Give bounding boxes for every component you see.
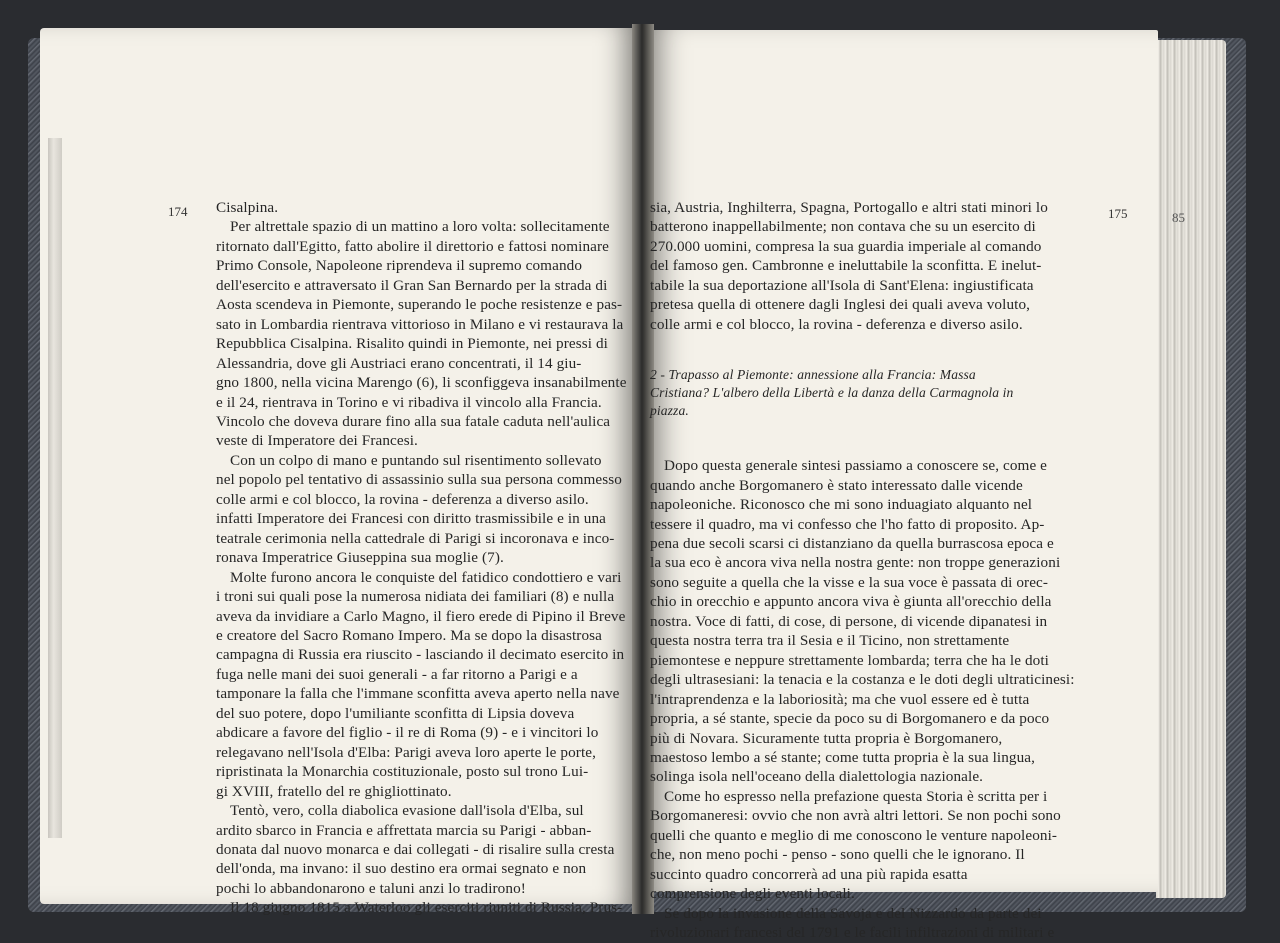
text-line: Tentò, vero, colla diabolica evasione dall'isola d'Elba, sul — [230, 802, 584, 820]
text-line: che, non meno pochi - penso - sono quelli che le ignorano. Il — [650, 846, 1025, 864]
heading-line: Cristiana? L'albero della Libertà e la danza della Carmagnola in — [650, 385, 1014, 401]
left-page-text — [216, 198, 632, 918]
text-line: gno 1800, nella vicina Marengo (6), li sconfiggeva insanabilmente — [216, 374, 627, 392]
text-line: Con un colpo di mano e puntando sul risentimento sollevato — [230, 451, 602, 469]
text-line: teatrale cerimonia nella cattedrale di Parigi si incoronava e inco- — [216, 529, 615, 547]
text-line: ronava Imperatrice Giuseppina sua moglie (7). — [216, 549, 504, 567]
text-line: dell'esercito e attraversato il Gran San Bernardo per la strada di — [216, 276, 608, 294]
text-line: piemontese e neppure strettamente lombarda; terra che ha le doti — [650, 651, 1049, 669]
text-line: pretesa quella di ottenere dagli Inglesi dei quali aveva voluto, — [650, 296, 1031, 314]
text-line: veste di Imperatore dei Francesi. — [216, 432, 418, 450]
text-line: ritornato dall'Egitto, fatto abolire il direttorio e fattosi nominare — [216, 237, 610, 255]
text-line: Aosta scendeva in Piemonte, superando le poche resistenze e pas- — [216, 296, 623, 314]
text-line: Se dopo la invasione della Savoja e del Nizzardo da parte dei — [664, 904, 1042, 922]
text-line: nostra. Voce di fatti, di cose, di persone, di vicende dipanatesi in — [650, 612, 1048, 630]
text-line: infatti Imperatore dei Francesi con diritto trasmissibile e in una — [216, 510, 606, 528]
text-line: Repubblica Cisalpina. Risalito quindi in Piemonte, nei pressi di — [216, 335, 608, 353]
page-edge-shadow — [48, 138, 62, 838]
text-line: relegavano nell'Isola d'Elba: Parigi aveva loro aperte le porte, — [216, 743, 597, 761]
text-line: Il 18 giugno 1815 a Waterloo gli eserciti riuniti di Russia, Prus- — [230, 899, 623, 917]
right-page-number: 175 — [1108, 206, 1128, 221]
text-line: fuga nelle mani dei suoi generali - a far ritorno a Parigi e a — [216, 665, 578, 683]
text-line: ardito sbarco in Francia e affrettata marcia su Parigi - abban- — [216, 821, 592, 839]
text-line: Vincolo che doveva durare fino alla sua fatale caduta nell'aulica — [216, 412, 611, 430]
text-line: Borgomaneresi: ovvio che non avrà altri lettori. Se non pochi sono — [650, 807, 1061, 825]
text-line: Dopo questa generale sintesi passiamo a conoscere se, come e — [664, 457, 1048, 475]
text-line: questa nostra terra tra il Sesia e il Ticino, non strettamente — [650, 632, 1010, 650]
text-line: sato in Lombardia rientrava vittorioso in Milano e vi restaurava la — [216, 315, 624, 333]
text-line: maestoso lembo a sé stante; come tutta propria è la sua lingua, — [650, 748, 1036, 766]
text-line: aveva da invidiare a Carlo Magno, il fiero erede di Pipino il Breve — [216, 607, 626, 625]
text-line: succinto quadro concorrerà ad una più rapida esatta — [650, 865, 968, 883]
text-line: e il 24, rientrava in Torino e vi ribadiva il vincolo alla Francia. — [216, 393, 602, 411]
text-line: Come ho espresso nella prefazione questa Storia è scritta per i — [664, 787, 1048, 805]
text-line: Alessandria, dove gli Austriaci erano concentrati, il 14 giu- — [216, 354, 582, 372]
text-line: comprensione degli eventi locali. — [650, 885, 855, 903]
text-line: Cisalpina. — [216, 199, 279, 216]
text-line: l'intraprendenza e la laboriosità; ma che vuol essere ed è tutta — [650, 690, 1030, 708]
text-line: dell'onda, ma invano: il suo destino era ormai segnato e non — [216, 860, 587, 878]
text-line: napoleoniche. Riconosco che mi sono induagiato alquanto nel — [650, 496, 1033, 514]
text-line: sia, Austria, Inghilterra, Spagna, Portogallo e altri stati minori lo — [650, 199, 1048, 216]
text-line: quelli che quanto e meglio di me conoscono le venture napoleoni- — [650, 826, 1058, 844]
spacer — [650, 420, 1070, 456]
text-line: nel popolo pel tentativo di assassinio sulla sua persona commesso — [216, 471, 622, 489]
text-line: e creatore del Sacro Romano Impero. Ma se dopo la disastrosa — [216, 626, 602, 644]
text-line: Molte furono ancora le conquiste del fatidico condottiero e vari — [230, 568, 622, 586]
text-line: Primo Console, Napoleone riprendeva il supremo comando — [216, 257, 583, 275]
page-edges — [1156, 40, 1226, 898]
text-line: degli ultrasesiani: la tenacia e la costanza e le doti degli ultraticinesi: — [650, 671, 1075, 689]
heading-line: 2 - Trapasso al Piemonte: annessione alla Francia: Massa — [650, 367, 976, 383]
text-line: propria, a sé stante, specie da poco su di Borgomanero e da poco — [650, 710, 1050, 728]
text-line: solinga isola nell'oceano della dialettologia nazionale. — [650, 768, 984, 786]
text-line: batterono inappellabilmente; non contava che su un esercito di — [650, 218, 1036, 236]
text-line: rivoluzionari francesi del 1791 e le facili infiltrazioni di militari e — [650, 924, 1055, 942]
text-line: tamponare la falla che l'immane sconfitta aveva aperto nella nave — [216, 685, 620, 703]
text-line: i troni sui quali pose la numerosa nidiata dei familiari (8) e nulla — [216, 588, 615, 606]
text-line: ripristinata la Monarchia costituzionale, posto sul trono Lui- — [216, 763, 589, 781]
text-line: abdicare a favore del figlio - il re di Roma (9) - e i vincitori lo — [216, 724, 599, 742]
text-line: Per altrettale spazio di un mattino a loro volta: sollecitamente — [230, 218, 610, 236]
text-line: pochi lo abbandonarono e taluni anzi lo tradirono! — [216, 879, 526, 897]
text-line: chio in orecchio e appunto ancora viva è giunta all'orecchio della — [650, 593, 1052, 611]
left-page-number: 174 — [168, 204, 188, 219]
text-line: 270.000 uomini, compresa la sua guardia imperiale al comando — [650, 237, 1042, 255]
text-line: più di Novara. Sicuramente tutta propria è Borgomanero, — [650, 729, 1003, 747]
text-line: donata dal nuovo monarca e dai collegati - di risalire sulla cresta — [216, 840, 615, 858]
text-line: tessere il quadro, ma vi confesso che l'ho fatto di proposito. Ap- — [650, 515, 1045, 533]
heading-line: piazza. — [650, 403, 689, 419]
text-line: gi XVIII, fratello del re ghigliottinato. — [216, 782, 452, 800]
text-line: sono seguite a quella che la visse e la sua voce è passata di orec- — [650, 573, 1049, 591]
text-line: del suo potere, dopo l'umiliante sconfitta di Lipsia doveva — [216, 704, 575, 722]
next-page-number: 85 — [1172, 210, 1185, 225]
section-heading — [650, 366, 1070, 420]
text-line: campagna di Russia era riuscito - lasciando il decimato esercito in — [216, 646, 625, 664]
text-line: del famoso gen. Cambronne e ineluttabile la sconfitta. E inelut- — [650, 257, 1042, 275]
text-line: quando anche Borgomanero è stato interessato dalle vicende — [650, 476, 1023, 494]
text-line: la sua eco è ancora viva nella nostra gente: non troppe generazioni — [650, 554, 1061, 572]
text-line: pena due secoli scarsi ci distanziano da quella burrascosa epoca e — [650, 534, 1054, 552]
text-line: colle armi e col blocco, la rovina - deferenza e diverso asilo. — [650, 315, 1023, 333]
right-page-text — [650, 198, 1075, 943]
text-line: colle armi e col blocco, la rovina - deferenza a diverso asilo. — [216, 490, 589, 508]
text-line: tabile la sua deportazione all'Isola di Sant'Elena: ingiustificata — [650, 276, 1034, 294]
